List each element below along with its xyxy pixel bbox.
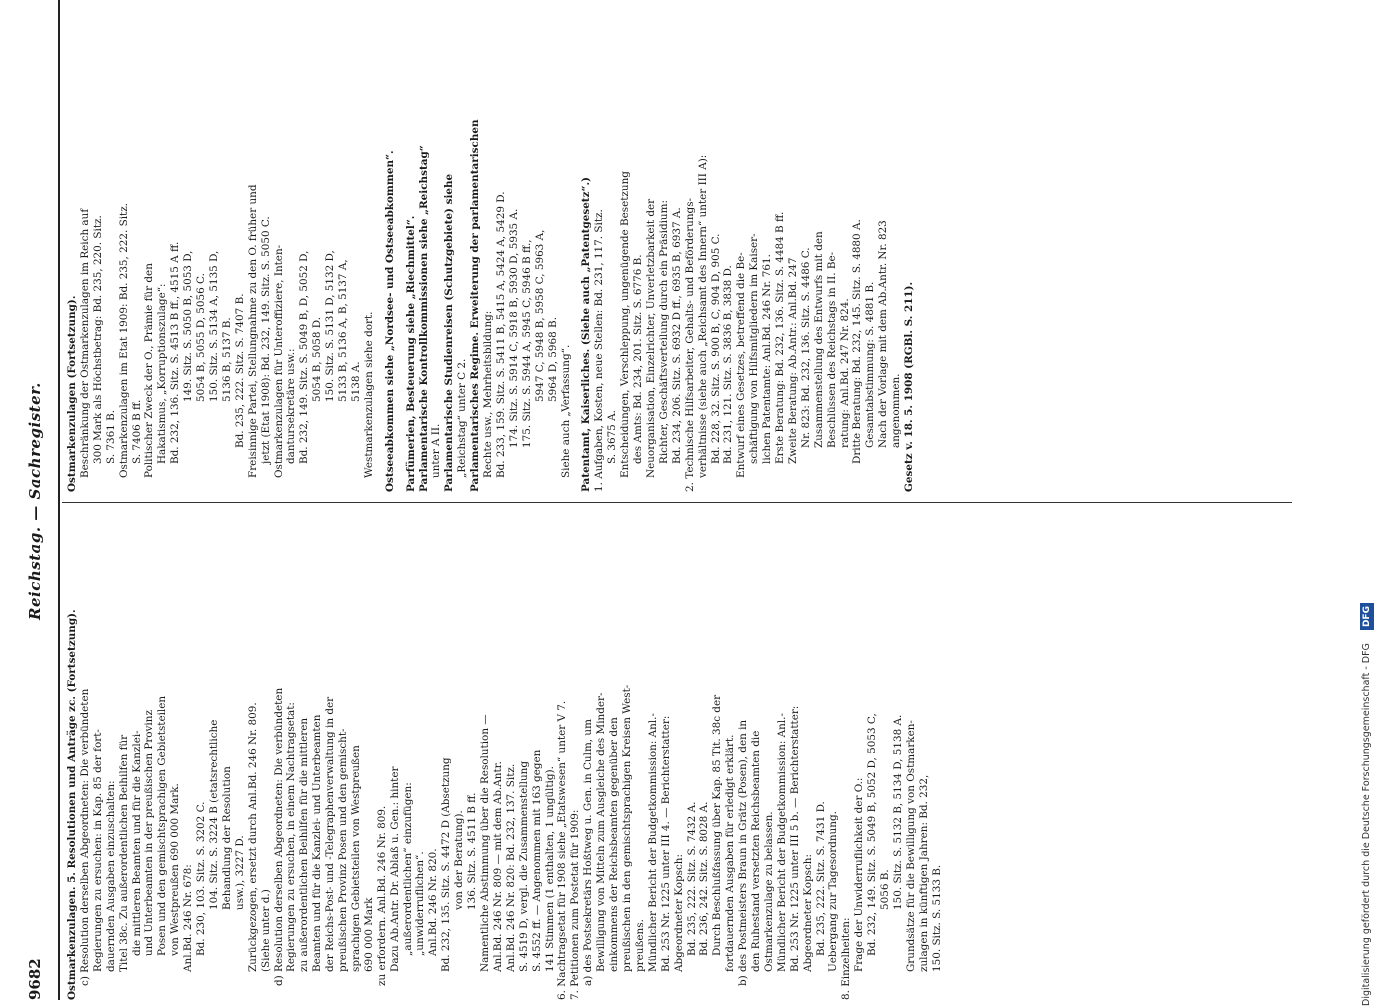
text-line: Bd. 231, 121. Sitz. S. 3836 B, 3838 D. — [722, 265, 735, 464]
text-line: sprachigen Gebietsteilen von Westpreußen — [349, 745, 362, 972]
text-line: Anl.Bd. 246 Nr. 820: Bd. 232, 137. Sitz. — [504, 763, 517, 972]
text-line: Bd. 230, 103. Sitz. S. 3202 C. — [195, 801, 208, 956]
text-line: Bd. 232, 136. Sitz. S. 4513 B ff., 4515 A ff. — [169, 241, 182, 464]
right-column — [66, 0, 1306, 492]
entry-gap — [376, 0, 384, 492]
text-line: fortdauernden Ausgaben für erledigt erklärt. — [724, 734, 737, 972]
text-line: 8. Einzelheiten: — [840, 917, 853, 1000]
text-line: Anl.Bd. 246 Nr. 809 — mit dem Ab.Antr. — [491, 761, 504, 972]
text-line: Bewilligung von Mitteln zum Ausgleiche des Minder- — [595, 692, 608, 972]
text-line: Richter, Geschäftsverteilung durch ein Präsidium: — [657, 200, 670, 464]
text-line: Anl.Bd. 246 Nr. 820. — [427, 848, 440, 956]
text-line: (Siehe unter d.) — [259, 889, 272, 972]
text-line: Ostmarkenzulagen für Unteroffiziere, Inten- — [272, 244, 285, 478]
text-line: Erste Beratung: Bd. 232, 136. Sitz. S. 4484 B ff. — [774, 211, 787, 464]
text-line: Siehe auch „Verfassung“. — [559, 344, 572, 478]
entry-heading: Parlamentarische Studienreisen (Schutzgebiete) siehe — [443, 173, 456, 492]
header-rule — [58, 0, 60, 1000]
text-line: dantursekretäre usw.: — [285, 348, 298, 464]
text-line: Beschränkung der Ostmarkenzulagen im Reich auf — [78, 208, 91, 478]
text-line: der Reichs-Post- und -Telegraphenverwaltung in der — [324, 696, 337, 972]
text-line: von Westpreußen 690 000 Mark. — [169, 783, 182, 956]
text-line: Politischer Zweck der O., Prämie für den — [143, 263, 156, 478]
text-line: die mittleren Beamten und für die Kanzlei- — [130, 730, 143, 956]
text-line: S. 7406 B ff. — [130, 399, 143, 464]
text-line: einkommens der Reichsbeamten gegenüber den — [608, 717, 621, 972]
text-line: Neuorganisation, Einzelrichter, Unverletzbarkeit der — [644, 198, 657, 478]
text-line: 5138 A. — [349, 361, 362, 402]
text-line: 150. Sitz. S. 5133 B. — [930, 864, 943, 972]
text-line: Westmarkenzulagen siehe dort. — [362, 311, 375, 478]
text-line: und Unterbeamten in der preußischen Provinz — [143, 710, 156, 956]
text-line: von der Beratung). — [453, 810, 466, 910]
text-line: Gesamtabstimmung: S. 4881 B. — [864, 281, 877, 448]
dfg-notice — [1356, 6, 1378, 1006]
dfg-notice-text: Digitalisierung gefördert durch die Deutsche Forschungsgemeinschaft - DFG — [1361, 643, 1372, 1006]
text-line: zulagen in künftigen Jahren: Bd. 232, — [917, 774, 930, 972]
text-line: lichen Patentamte: Anl.Bd. 246 Nr. 761. — [761, 254, 774, 464]
text-line: Posen und den gemischtsprachigen Gebietsteilen — [156, 695, 169, 956]
text-line: jetzt (Etat 1908): Bd. 232, 149. Sitz. S. 5050 C. — [259, 216, 272, 464]
text-line: 104. Sitz. S. 3224 B (etatsrechtliche — [207, 719, 220, 910]
entry-heading: Ostseeabkommen siehe „Nordsee- und Ostseeabkommen“. — [383, 150, 396, 492]
entry-gap — [572, 0, 580, 492]
text-line: dauernden Ausgaben einzuschalten: — [104, 780, 117, 972]
text-line: S. 4552 ff. — Angenommen mit 163 gegen — [530, 749, 543, 972]
text-line: 149. Sitz. S. 5050 B, 5053 D, — [182, 250, 195, 402]
text-line: Titel 38c. Zu außerordentlichen Beihilfen für — [117, 734, 130, 972]
text-line: Zusammenstellung des Entwurfs mit den — [812, 231, 825, 448]
text-line: zu erfordern. Anl.Bd. 246 Nr. 809. — [375, 805, 388, 986]
text-line: schäftigung von Hilfsmitgliedern im Kaiser- — [748, 233, 761, 464]
text-line: Zweite Beratung: Ab.Antr.: Anl.Bd. 247 — [786, 257, 799, 464]
text-line: 5054 B, 5055 D, 5056 C. — [195, 273, 208, 402]
text-line: preußischen in den gemischtsprachigen Kreisen West- — [620, 684, 633, 972]
text-line: zu außerordentlichen Beihilfen für die mittleren — [298, 717, 311, 972]
page-number: 9682 — [26, 958, 44, 1000]
text-line: 141 Stimmen (1 enthalten, 1 ungültig). — [543, 766, 556, 972]
text-line: 150. Sitz. S. 5132 B, 5134 D, 5138 A. — [892, 714, 904, 910]
text-line: unter A II. — [430, 423, 443, 478]
entry-heading: Ostmarkenzulagen (Fortsetzung). — [66, 295, 78, 492]
text-line: „außerordentlichen“ einzufügen: — [401, 782, 414, 956]
text-line: Bd. 232, 149. Sitz. S. 5049 B, 5052 D, 5053 C, — [866, 713, 879, 956]
text-line: des Amts: Bd. 234, 201. Sitz. S. 6776 B. — [632, 254, 645, 464]
text-line: Bd. 236, 242. Sitz. S. 8028 A. — [698, 801, 711, 956]
text-line: c) Resolution derselben Abgeordneten: Die verbündeten — [78, 688, 91, 986]
text-line: Bd. 235, 222. Sitz. S. 7407 B. — [233, 293, 246, 448]
text-line: Nach der Vorlage mit dem Ab.Antr. Nr. 823 — [877, 220, 890, 448]
text-line: 300 Mark als Höchstbetrag: Bd. 235, 220. Sitz. — [91, 215, 104, 464]
text-line: 2. Technische Hilfsarbeiter, Gehalts- und Beförderungs- — [683, 197, 696, 492]
text-line: Freisinnige Partei, Stellungnahme zu den O. früher und — [246, 184, 259, 478]
text-line: b) des Postmeisters Braun in Grätz (Posen), den in — [737, 719, 750, 986]
entry-heading: Parlamentarisches Regime. Erweiterung der parlamentarischen — [469, 119, 482, 492]
text-line: Regierungen zu ersuchen: in Kap. 85 der fort- — [91, 729, 104, 972]
text-line: 5947 C, 5948 B, 5958 C, 5963 A, — [533, 229, 546, 402]
text-line: den Ruhestand versetzten Reichsbeamten die — [750, 730, 763, 972]
column-divider — [62, 502, 1292, 503]
text-line: Entwurf eines Gesetzes, betreffend die Be- — [735, 252, 748, 478]
left-column — [66, 515, 1306, 1000]
text-line: Namentliche Abstimmung über die Resolution — — [479, 714, 491, 972]
text-line: 6. Nachtragsetat für 1908 siehe „Etatswesen“ unter V 7. — [556, 700, 569, 1000]
text-line: 5964 D, 5968 B. — [546, 317, 559, 402]
text-line: Mündlicher Bericht der Budgetkommission: Anl.- — [775, 713, 788, 972]
dfg-logo: DFG — [1360, 603, 1374, 630]
text-line: Abgeordneter Kopsch: — [672, 853, 685, 972]
text-line: a) des Postsekretärs Hoßtweg u. Gen. in Culm, um — [582, 719, 595, 986]
text-line: verhältnisse (siehe auch „Reichsamt des Innern“ unter III A): — [696, 154, 709, 478]
text-line: Behandlung der Resolution — [220, 766, 233, 910]
text-line: preußischen Provinz Posen und den gemischt- — [337, 728, 350, 972]
text-line: S. 7361 B. — [104, 409, 117, 464]
text-line: Bd. 235, 222. Sitz. S. 7431 D. — [814, 801, 827, 956]
text-line: 5133 B, 5136 A, B, 5137 A, — [337, 259, 350, 402]
text-line: Grundsätze für die Bewilligung von Ostmarken- — [904, 720, 917, 972]
text-line: Uebergang zur Tagesordnung. — [827, 811, 840, 972]
text-line: Rechte usw., Mehrheitsbildung: — [482, 310, 495, 478]
text-line: Mündlicher Bericht der Budgetkommission: Anl.- — [646, 713, 659, 972]
entry-heading: Parfümerien, Besteuerung siehe „Riechmittel“. — [404, 215, 417, 492]
text-line: Abgeordneter Kopsch: — [801, 853, 814, 972]
text-line: 175. Sitz. S. 5944 A, 5945 C, 5946 B ff., — [520, 239, 533, 448]
text-line: 150. Sitz. S. 5131 D, 5132 D, — [324, 250, 337, 402]
text-line: Bd. 233, 159. Sitz. S. 5411 B, 5415 A, 5424 A, 5429 D. — [495, 191, 507, 478]
text-line: 150. Sitz. S. 5134 A, 5135 D, — [207, 250, 220, 402]
text-line: 690 000 Mark — [362, 897, 375, 972]
text-line: ratung: Anl.Bd. 247 Nr. 824. — [838, 298, 851, 448]
text-line: 136. Sitz. S. 4511 B ff. — [466, 792, 479, 910]
text-line: Bd. 232, 135. Sitz. S. 4472 D (Absetzung — [440, 757, 453, 972]
text-line: Bd. 253 Nr. 1225 unter III 4. — Berichterstatter: — [659, 715, 672, 972]
text-line: Beamten und für die Kanzlei- und Unterbeamten — [311, 714, 324, 972]
text-line: Dritte Beratung: Bd. 232, 145. Sitz. S. 4880 A. — [851, 219, 864, 464]
text-line: S. 4519 D, vergl. die Zusammenstellung — [517, 761, 530, 972]
text-line: Hakatismus, „Korruptionszulage“: — [156, 283, 169, 464]
text-line: 5054 B, 5058 D. — [311, 317, 324, 402]
text-line: d) Resolution derselben Abgeordneten: Die verbündeten — [272, 687, 285, 986]
entry-gap — [397, 0, 405, 492]
text-line: „unwiderruflichen“. — [414, 851, 427, 956]
text-line: Durch Beschlußfassung über Kap. 85 Tit. 38c der — [711, 694, 724, 956]
entry-heading: Parlamentarische Kontrollkommissionen siehe „Reichstag“ — [417, 145, 430, 492]
text-line: preußens. — [633, 919, 646, 972]
running-header: Reichstag. — Sachregister. — [26, 382, 44, 620]
text-line: Bd. 253 Nr. 1225 unter III 5 b. — Berichterstatter: — [788, 705, 801, 972]
text-line: Frage der Unwiderruflichkeit der O.: — [853, 777, 866, 972]
entry-heading: Gesetz v. 18. 5. 1908 (RGBl. S. 211). — [903, 281, 916, 492]
text-line: Nr. 823: Bd. 232, 136. Sitz. S. 4486 C. — [799, 247, 812, 448]
text-line: Bd. 234, 206. Sitz. S. 6932 D ff., 6935 B, 6937 A. — [670, 207, 683, 464]
text-line: Entscheidungen, Verschleppung, ungenügende Besetzung — [619, 171, 632, 478]
text-line: S. 3675 A. — [606, 410, 619, 464]
text-line: Bd. 235, 222. Sitz. S. 7432 A. — [685, 801, 698, 956]
text-line: Bd. 228, 32. Sitz. S. 900 B, C, 904 D, 905 C. — [709, 233, 722, 464]
text-line: 1. Aufgaben, Kosten, neue Stellen: Bd. 231, 117. Sitz. — [593, 209, 606, 492]
text-line: Dazu Ab.Antr. Dr. Ablaß u. Gen.: hinter — [388, 766, 401, 972]
text-line: usw.), 3227 D. — [233, 835, 246, 910]
text-line: Beschlüssen des Reichstags in II. Be- — [825, 251, 838, 448]
text-line: Regierungen zu ersuchen, in einem Nachtragsetat: — [285, 702, 298, 972]
text-line: angenommen. — [890, 373, 903, 448]
text-line: 7. Petitionen zum Postetat für 1909: — [569, 809, 582, 1000]
text-line: 5056 B. — [879, 869, 892, 910]
text-line: „Reichstag“ unter C 2. — [456, 358, 469, 478]
text-line: Anl.Bd. 246 Nr. 678: — [182, 864, 195, 972]
entry-heading: Patentamt, Kaiserliches. (Siehe auch „Patentgesetz“.) — [580, 176, 593, 492]
text-line: Zurückgezogen, ersetzt durch Anl.Bd. 246 Nr. 809. — [246, 702, 259, 972]
text-line: Ostmarkenzulagen im Etat 1909: Bd. 235, 222. Sitz. — [117, 203, 130, 478]
text-line: 174. Sitz. S. 5914 C, 5918 B, 5930 D, 5935 A. — [507, 208, 520, 448]
text-line: Bd. 232, 149. Sitz. S. 5049 B, D, 5052 D, — [298, 250, 311, 464]
text-line: 5136 B, 5137 B. — [220, 317, 233, 402]
text-line: Ostmarkenzulage zu belassen. — [762, 811, 775, 972]
entry-heading: Ostmarkenzulagen. 5. Resolutionen und Anträge zc. (Fortsetzung). — [66, 609, 78, 1000]
